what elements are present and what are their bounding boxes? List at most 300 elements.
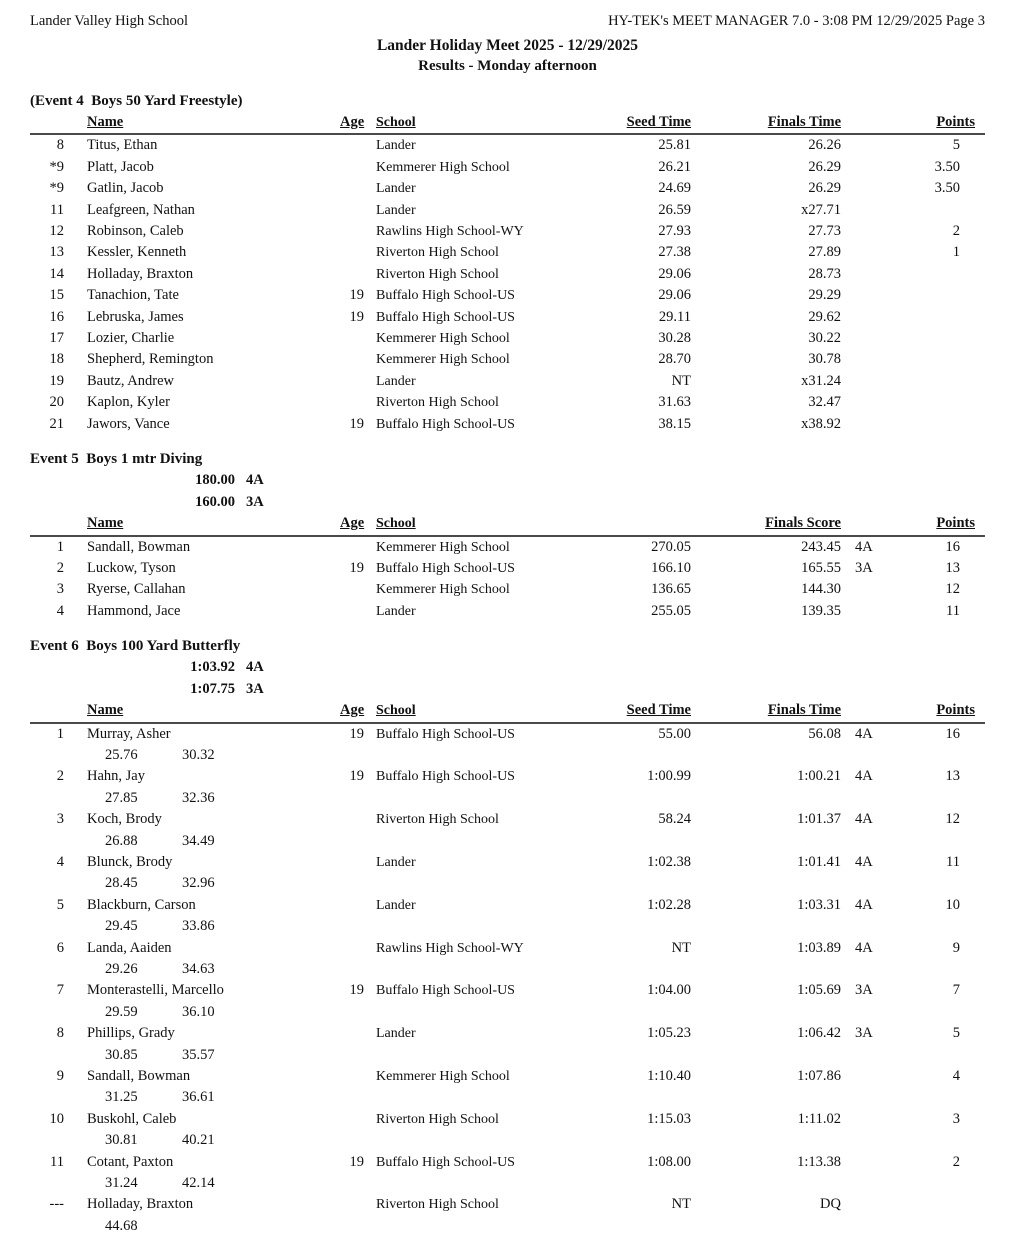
finals-cell: 243.45 [801,538,841,555]
place-cell: 21 [49,415,64,432]
finals-cell: 1:07.86 [797,1068,841,1085]
school-cell: Lander [376,854,416,870]
name-cell [64,579,340,600]
result-row [30,766,985,809]
place-cell: 19 [49,372,64,389]
meet-title: Lander Holiday Meet 2025 - 12/29/2025 [376,37,639,54]
points-cell: 3.50 [934,158,960,175]
athlete-name: Blunck, Brody [87,853,173,870]
qualifying-mark: 1:07.75 [190,680,235,697]
col-header-seed [606,112,691,133]
name-cell [64,307,340,328]
place-cell: 9 [56,1068,64,1085]
school-cell: Kemmerer High School [376,1069,510,1085]
col-header-label: Seed Time [626,702,691,719]
seed-cell: 24.69 [658,180,691,197]
q-cell: 4A [855,725,873,742]
name-cell [64,1066,340,1109]
split-time: 28.45 [105,875,138,892]
col-header-points [891,700,975,721]
split-time: 25.76 [105,746,138,763]
result-row [30,1066,985,1109]
name-cell [64,242,340,263]
seed-cell: NT [671,372,691,389]
column-header-row [30,112,985,135]
qualifying-tag: 3A [246,493,264,510]
result-row [30,809,985,852]
points-cell: 5 [952,1025,960,1042]
split-time: 29.59 [105,1003,138,1020]
col-header-label: School [376,115,416,130]
split-time: 34.63 [182,961,215,977]
school-cell: Lander [376,373,416,389]
athlete-name: Sandall, Bowman [87,1068,191,1085]
place-cell: 17 [49,330,64,347]
col-header-label: Finals Time [767,114,841,130]
athlete-name: Titus, Ethan [87,137,158,154]
name-cell [64,264,340,285]
seed-cell: 38.15 [658,415,691,432]
split-time: 31.24 [105,1175,138,1192]
split-time: 32.36 [182,789,215,806]
place-cell: 1 [56,725,64,742]
result-row [30,328,985,349]
q-cell: 3A [855,982,873,999]
athlete-name: Cotant, Paxton [87,1153,174,1170]
place-cell: 6 [56,939,64,956]
name-cell [64,371,340,392]
athlete-name: Kaplon, Kyler [87,394,170,411]
col-header-seed [606,700,691,721]
age-cell: 19 [349,725,364,742]
splits-line [87,1087,340,1108]
finals-cell: 28.73 [808,265,841,282]
splits-line [87,745,340,766]
col-header-label: Age [340,114,365,130]
seed-cell: 1:05.23 [647,1025,691,1042]
athlete-name: Lozier, Charlie [87,330,175,347]
seed-cell: 26.59 [658,201,691,218]
col-header-name [64,700,340,721]
school-cell: Riverton High School [376,245,499,261]
athlete-name: Holladay, Braxton [87,265,194,282]
col-header-name [64,513,340,534]
school-cell: Buffalo High School-US [376,309,515,325]
place-cell: 10 [49,1110,64,1127]
place-cell: 16 [49,308,64,325]
qualifying-standard [30,492,985,514]
name-cell [64,135,340,156]
finals-cell: 1:13.38 [797,1153,841,1170]
split-time: 36.61 [182,1089,215,1106]
result-row [30,852,985,895]
col-header-label: Finals Score [765,515,841,532]
finals-cell: 1:05.69 [797,982,841,999]
result-row [30,135,985,156]
col-header-school [370,513,606,534]
age-cell: 19 [349,415,364,432]
event-section [30,91,985,435]
finals-cell: 165.55 [801,559,841,576]
name-cell [64,1194,340,1237]
name-cell [64,1152,340,1195]
finals-cell: 1:03.89 [797,939,841,956]
split-time: 30.81 [105,1132,138,1149]
school-cell: Lander [376,181,416,197]
points-cell: 9 [952,939,960,956]
splits-line [87,1216,340,1237]
result-row [30,414,985,435]
school-cell: Buffalo High School-US [376,769,515,785]
school-cell: Riverton High School [376,395,499,411]
age-cell: 19 [349,308,364,325]
qualifying-mark: 160.00 [195,493,235,510]
split-time: 35.57 [182,1046,215,1063]
name-cell [64,1109,340,1152]
finals-cell: 27.89 [808,244,841,261]
athlete-name: Tanachion, Tate [87,287,179,304]
q-cell: 3A [855,1025,873,1042]
name-cell [64,1023,340,1066]
seed-cell: 29.11 [658,308,691,325]
result-row [30,1109,985,1152]
seed-cell: 1:15.03 [647,1110,691,1127]
finals-cell: 26.29 [808,158,841,175]
points-cell: 12 [945,581,960,598]
school-cell: Riverton High School [376,812,499,828]
place-cell: 8 [56,137,64,154]
place-cell: 8 [56,1025,64,1042]
points-cell: 2 [952,1153,960,1170]
seed-cell: 29.06 [658,265,691,282]
result-row [30,724,985,767]
finals-cell: x38.92 [801,415,841,432]
q-cell: 3A [855,559,873,576]
split-time: 42.14 [182,1175,215,1192]
col-header-label: Name [87,702,124,719]
athlete-name: Blackburn, Carson [87,896,196,913]
result-row [30,285,985,306]
splits-line [87,873,340,894]
age-cell: 19 [349,559,364,576]
host-school-name: Lander Valley High School [30,13,188,29]
q-cell: 4A [855,768,873,785]
athlete-name: Hahn, Jay [87,768,145,785]
event-title: (Event 4 Boys 50 Yard Freestyle) [30,93,243,109]
col-header-points [891,513,975,534]
athlete-name: Leafgreen, Nathan [87,201,195,218]
place-cell: 11 [50,201,64,218]
place-cell: 7 [56,982,64,999]
athlete-name: Landa, Aaiden [87,939,172,956]
place-cell: 20 [49,394,64,411]
points-cell: 11 [946,602,960,619]
school-cell: Lander [376,603,416,619]
school-cell: Buffalo High School-US [376,726,515,742]
seed-cell: 1:02.28 [647,896,691,913]
result-row [30,1152,985,1195]
result-row [30,178,985,199]
column-header-row [30,700,985,723]
qualifying-standard [30,470,985,492]
col-header-finals [691,112,841,133]
name-cell [64,766,340,809]
finals-cell: 26.29 [808,180,841,197]
seed-cell: 27.93 [658,223,691,240]
age-cell: 19 [349,287,364,304]
athlete-name: Monterastelli, Marcello [87,982,224,999]
split-time: 30.85 [105,1046,138,1063]
name-cell [64,285,340,306]
result-row [30,221,985,242]
q-cell: 4A [855,811,873,828]
place-cell: 14 [49,265,64,282]
name-cell [64,157,340,178]
qualifying-standard [30,679,985,701]
name-cell [64,938,340,981]
split-time: 30.32 [182,746,215,763]
finals-cell: 1:00.21 [797,768,841,785]
athlete-name: Murray, Asher [87,725,171,742]
seed-cell: 55.00 [658,725,691,742]
points-cell: 1 [952,244,960,261]
finals-cell: 26.26 [808,137,841,154]
report-info: HY-TEK's MEET MANAGER 7.0 - 3:08 PM 12/29/2025 Page 3 [608,13,985,29]
age-cell: 19 [349,768,364,785]
result-row [30,537,985,558]
school-cell: Riverton High School [376,1111,499,1127]
qualifying-mark: 1:03.92 [190,659,235,676]
result-row [30,157,985,178]
result-row [30,200,985,221]
split-time: 27.85 [105,789,138,806]
seed-cell: 1:02.38 [647,853,691,870]
result-row [30,242,985,263]
seed-cell: 58.24 [658,811,691,828]
split-time: 29.26 [105,961,138,977]
event-section [30,449,985,622]
place-cell: 18 [49,351,64,368]
place-cell: 3 [56,581,64,598]
school-cell: Lander [376,138,416,154]
points-cell: 3.50 [934,180,960,197]
place-cell: 4 [56,853,64,870]
finals-cell: 1:06.42 [797,1025,841,1042]
result-row [30,1023,985,1066]
seed-cell: 166.10 [651,559,691,576]
name-cell [64,221,340,242]
finals-cell: 1:01.37 [797,811,841,828]
col-header-age [340,700,370,721]
col-header-label: Name [87,114,124,130]
finals-cell: x31.24 [801,372,841,389]
athlete-name: Kessler, Kenneth [87,244,187,261]
finals-cell: 27.73 [808,223,841,240]
qualifying-tag: 4A [246,472,264,489]
athlete-name: Phillips, Grady [87,1025,175,1042]
school-cell: Lander [376,897,416,913]
q-cell: 4A [855,538,873,555]
split-time: 31.25 [105,1089,138,1106]
finals-cell: 32.47 [808,394,841,411]
seed-cell: 270.05 [651,538,691,555]
event-title: Event 5 Boys 1 mtr Diving [30,451,203,468]
points-cell: 3 [952,1110,960,1127]
result-row [30,558,985,579]
age-cell: 19 [349,982,364,999]
seed-cell: 1:00.99 [647,768,691,785]
finals-cell: 30.78 [808,351,841,368]
split-time: 40.21 [182,1132,215,1149]
school-cell: Kemmerer High School [376,331,510,347]
col-header-finals [691,700,841,721]
qualifying-standard [30,657,985,679]
place-cell: 12 [49,223,64,240]
athlete-name: Luckow, Tyson [87,559,176,576]
result-row [30,601,985,622]
col-header-label: School [376,703,416,719]
place-cell: 4 [56,602,64,619]
name-cell [64,601,340,622]
school-cell: Rawlins High School-WY [376,940,524,956]
splits-line [87,1045,340,1066]
q-cell: 4A [855,853,873,870]
athlete-name: Lebruska, James [87,308,184,325]
athlete-name: Sandall, Bowman [87,538,191,555]
finals-cell: 56.08 [808,725,841,742]
points-cell: 4 [952,1068,960,1085]
finals-cell: 139.35 [801,602,841,619]
result-row [30,895,985,938]
school-cell: Buffalo High School-US [376,983,515,999]
athlete-name: Shepherd, Remington [87,351,214,368]
age-cell: 19 [349,1153,364,1170]
name-cell [64,980,340,1023]
seed-cell: 28.70 [658,351,691,368]
finals-cell: 1:01.41 [797,853,841,870]
seed-cell: 136.65 [651,581,691,598]
points-cell: 16 [945,725,960,742]
finals-cell: 29.62 [808,308,841,325]
name-cell [64,895,340,938]
splits-line [87,1173,340,1194]
result-row [30,371,985,392]
split-time: 44.68 [105,1217,138,1234]
place-cell: 15 [49,287,64,304]
points-cell: 7 [952,982,960,999]
splits-line [87,916,340,937]
points-cell: 10 [945,896,960,913]
event-title: Event 6 Boys 100 Yard Butterfly [30,638,241,655]
place-cell: 1 [56,538,64,555]
splits-line [87,959,340,980]
name-cell [64,558,340,579]
school-cell: Riverton High School [376,1197,499,1213]
school-cell: Lander [376,202,416,218]
place-cell: 3 [56,811,64,828]
finals-cell: x27.71 [801,201,841,218]
result-row [30,392,985,413]
seed-cell: 27.38 [658,244,691,261]
athlete-name: Koch, Brody [87,811,162,828]
result-row [30,349,985,370]
events [30,91,985,1237]
split-time: 36.10 [182,1003,215,1020]
result-row [30,938,985,981]
seed-cell: 30.28 [658,330,691,347]
col-header-school [370,700,606,721]
split-time: 33.86 [182,918,215,935]
qualifying-mark: 180.00 [195,472,235,489]
points-cell: 13 [945,559,960,576]
col-header-label: Points [936,114,975,130]
points-cell: 13 [945,768,960,785]
school-cell: Lander [376,1026,416,1042]
col-header-points [891,112,975,133]
col-header-school [370,112,606,133]
athlete-name: Hammond, Jace [87,602,181,619]
name-cell [64,392,340,413]
col-header-age [340,513,370,534]
place-cell: --- [49,1196,64,1213]
school-cell: Buffalo High School-US [376,560,515,576]
q-cell: 4A [855,896,873,913]
athlete-name: Ryerse, Callahan [87,581,186,598]
finals-cell: 29.29 [808,287,841,304]
athlete-name: Holladay, Braxton [87,1196,194,1213]
seed-cell: 1:04.00 [647,982,691,999]
school-cell: Rawlins High School-WY [376,224,524,240]
seed-cell: NT [671,939,691,956]
col-header-label: School [376,516,416,532]
qualifying-tag: 4A [246,659,264,676]
seed-cell: 1:08.00 [647,1153,691,1170]
athlete-name: Platt, Jacob [87,158,154,175]
place-cell: 11 [50,1153,64,1170]
qualifying-tag: 3A [246,680,264,697]
result-row [30,579,985,600]
school-cell: Kemmerer High School [376,582,510,598]
result-row [30,264,985,285]
finals-cell: 1:11.02 [797,1110,841,1127]
name-cell [64,852,340,895]
col-header-label: Age [340,515,365,532]
col-header-age [340,112,370,133]
split-time: 32.96 [182,875,215,892]
school-cell: Kemmerer High School [376,539,510,555]
seed-cell: NT [671,1196,691,1213]
place-cell: 5 [56,896,64,913]
name-cell [64,349,340,370]
column-header-row [30,513,985,536]
col-header-finals [691,513,841,534]
col-header-label: Name [87,515,124,532]
result-row [30,307,985,328]
finals-cell: DQ [820,1196,841,1213]
athlete-name: Buskohl, Caleb [87,1110,177,1127]
points-cell: 2 [952,223,960,240]
points-cell: 12 [945,811,960,828]
name-cell [64,328,340,349]
school-cell: Riverton High School [376,266,499,282]
seed-cell: 31.63 [658,394,691,411]
col-header-label: Age [340,702,365,719]
split-time: 29.45 [105,918,138,935]
title-block [30,35,985,77]
split-time: 34.49 [182,832,215,849]
athlete-name: Gatlin, Jacob [87,180,164,197]
col-header-label: Points [936,702,975,719]
